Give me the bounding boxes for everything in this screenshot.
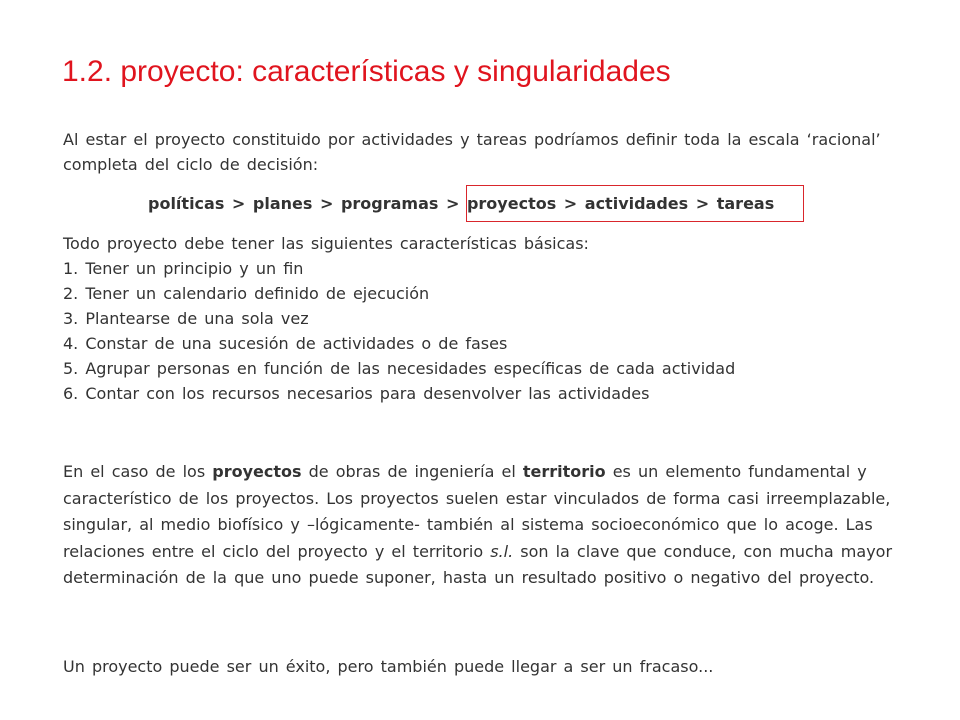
feature-item: 6. Contar con los recursos necesarios para desenvolver las actividades: [63, 384, 650, 403]
emphasis-territorio: territorio: [522, 462, 606, 481]
territory-text: es un elemento fundamental y característico de los proyectos. Los proyectos suelen estar vinculados de forma casi irreemplazable, singular, al medio biofísico y –lógicamente- también al sistema socioeconómico que lo acoge. Las relaciones entre el ciclo del proyecto y el territorio: [63, 462, 891, 561]
feature-item: 2. Tener un calendario definido de ejecución: [63, 284, 430, 303]
territory-paragraph: [63, 459, 913, 592]
features-section: [63, 231, 735, 406]
feature-item: 4. Constar de una sucesión de actividades o de fases: [63, 334, 508, 353]
highlight-box: [466, 185, 804, 222]
territory-text: son la clave que conduce, con mucha mayor determinación de la que uno puede suponer, hasta un resultado positivo o negativo del proyecto.: [63, 541, 893, 587]
feature-item: 3. Plantearse de una sola vez: [63, 309, 309, 328]
emphasis-sl: s.l.: [490, 541, 514, 561]
emphasis-proyectos: proyectos: [212, 462, 302, 481]
intro-paragraph: Al estar el proyecto constituido por actividades y tareas podríamos definir toda la escala ‘racional’ completa del ciclo de decisión:: [63, 130, 881, 174]
feature-item: 1. Tener un principio y un fin: [63, 259, 304, 278]
features-heading: Todo proyecto debe tener las siguientes características básicas:: [63, 234, 589, 253]
feature-item: 5. Agrupar personas en función de las necesidades específicas de cada actividad: [63, 359, 736, 378]
slide-title: 1.2. proyecto: características y singularidades: [62, 55, 671, 88]
decision-chain: políticas > planes > programas > proyectos > actividades > tareas: [148, 194, 775, 213]
territory-text: de obras de ingeniería el: [301, 462, 523, 481]
closing-line: Un proyecto puede ser un éxito, pero también puede llegar a ser un fracaso...: [63, 657, 714, 676]
feature-list: [63, 256, 735, 406]
territory-text: En el caso de los: [63, 462, 213, 481]
